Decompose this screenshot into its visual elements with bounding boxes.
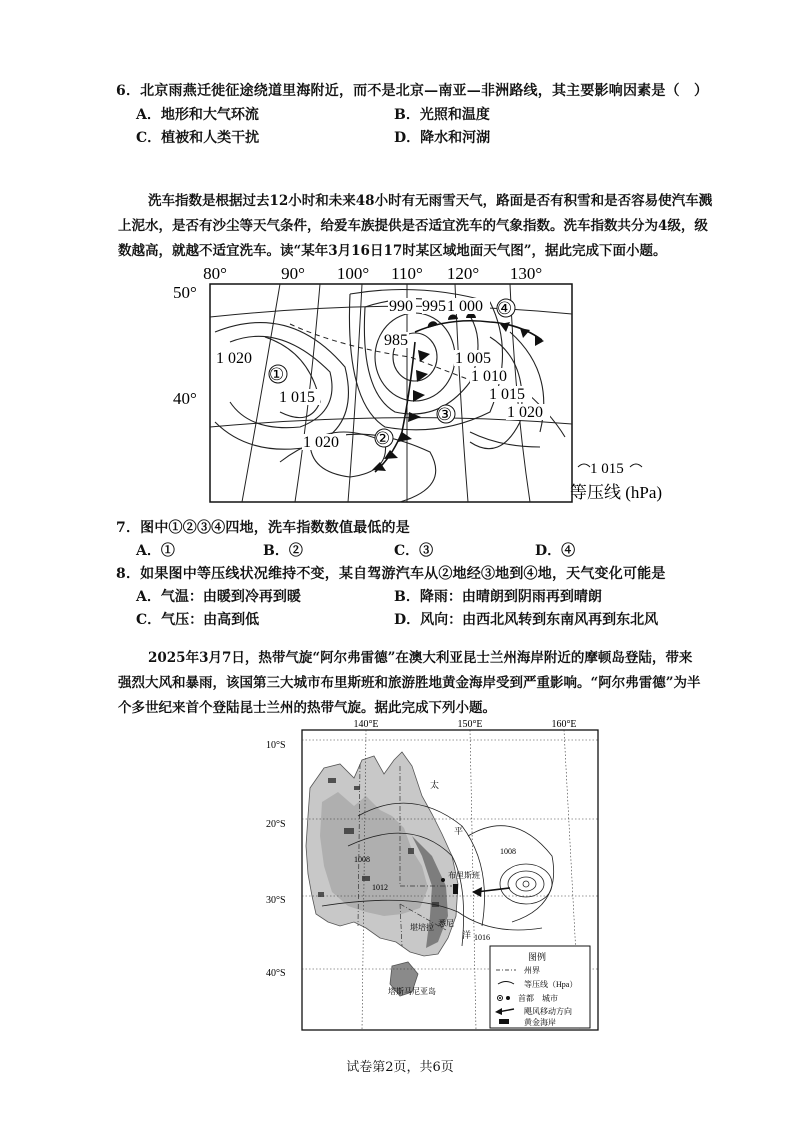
- q8-option-d: D．风向：由西北风转到东南风再到东北风: [394, 612, 659, 628]
- passage1-line-3: 数越高，就越不适宜洗车。读“某年3月16日17时某区域地面天气图”，据此完成下面小题。: [118, 243, 667, 259]
- lon-label: 140°E: [353, 719, 379, 730]
- aus-map-legend: [490, 946, 590, 1028]
- legend-title: 图例: [528, 952, 547, 962]
- place-marker-2: [375, 429, 393, 448]
- legend-item-city: 首都 城市: [518, 994, 558, 1003]
- place-marker-4: [497, 299, 515, 318]
- svg-text:①: ①: [269, 365, 285, 384]
- legend-item-state: 州界: [524, 966, 540, 975]
- isobar-label: 995: [422, 298, 446, 315]
- brisbane-dot: [441, 878, 445, 882]
- q8-option-c: C．气压：由高到低: [136, 612, 260, 628]
- weather-map: [170, 262, 710, 512]
- q7-option-d: D．④: [535, 543, 576, 559]
- isobar-label: 1016: [474, 933, 490, 942]
- legend-label: 等压线 (hPa): [570, 483, 663, 502]
- lat-label: 40°: [173, 389, 197, 408]
- legend-item-isobar: 等压线（Hpa）: [524, 980, 578, 989]
- warm-front-symbols: [428, 313, 544, 346]
- svg-text:④: ④: [497, 299, 513, 318]
- isobar-label: 1012: [372, 883, 388, 892]
- isobar-label: 1 000: [447, 298, 483, 315]
- ocean-label: 太: [430, 780, 440, 790]
- q6-stem: 6．北京雨燕迁徙征途绕道里海附近，而不是北京—南亚—非洲路线，其主要影响因素是（ ）: [116, 83, 709, 99]
- isobar-label: 1 015: [279, 389, 315, 406]
- isobar-label: 1 005: [455, 350, 491, 367]
- q7-option-b: B．②: [263, 543, 303, 559]
- cold-front-triangles: [372, 350, 430, 471]
- q8-option-a: A．气温：由暖到冷再到暖: [136, 589, 301, 605]
- isobar-label: 1 020: [216, 350, 252, 367]
- gold-coast-marker: [453, 884, 458, 894]
- lat-label: 10°S: [266, 740, 286, 751]
- island-label: [388, 986, 436, 996]
- isobar-label: 1008: [354, 855, 370, 864]
- q6-option-c: C．植被和人类干扰: [136, 130, 260, 146]
- city-label: 堪培拉: [410, 923, 434, 932]
- q6-option-b: B．光照和温度: [394, 107, 490, 123]
- lon-label: 120°: [446, 264, 480, 283]
- lat-label: 50°: [173, 283, 197, 302]
- isobar-label: 1 010: [471, 368, 507, 385]
- lon-label: 110°: [391, 264, 423, 283]
- isobar-label: 1 020: [507, 404, 543, 421]
- cold-front: [375, 342, 415, 472]
- lon-label: 150°E: [457, 719, 483, 730]
- passage1-line-1: 洗车指数是根据过去12小时和未来48小时有无雨雪天气，路面是否有积雪和是否容易使汽车溅: [148, 193, 713, 209]
- passage1: [118, 189, 758, 264]
- lon-label: 160°E: [551, 719, 577, 730]
- legend-item-arrow: 飓风移动方向: [524, 1007, 572, 1016]
- ocean-label: 洋: [462, 930, 472, 940]
- legend-item-goldcoast: 黄金海岸: [524, 1018, 556, 1027]
- legend-value: 1 015: [590, 461, 624, 477]
- passage2-line-2: 强烈大风和暴雨，该国第三大城市布里斯班和旅游胜地黄金海岸受到严重影响。“阿尔弗雷德”为半: [118, 675, 701, 691]
- q7-option-c: C．③: [394, 543, 434, 559]
- page-footer: 试卷第2页，共6页: [346, 1060, 454, 1075]
- tasmania-label: 塔斯马尼亚岛: [388, 987, 436, 996]
- svg-text:③: ③: [437, 405, 453, 424]
- q6-option-a: A．地形和大气环流: [136, 107, 259, 123]
- isobar-label: 1 020: [303, 434, 339, 451]
- isobar-label: 985: [384, 332, 408, 349]
- isobar-label: 1 015: [489, 386, 525, 403]
- ocean-label: 平: [454, 826, 464, 836]
- svg-text:②: ②: [375, 429, 391, 448]
- place-marker-3: [437, 405, 455, 424]
- city-label: 布里斯班: [448, 871, 480, 880]
- map-legend: [570, 461, 662, 502]
- lat-label: 40°S: [266, 968, 286, 979]
- passage2-line-3: 个多世纪来首个登陆昆士兰州的热带气旋。据此完成下列小题。: [118, 700, 496, 716]
- q6-option-d: D．降水和河湖: [394, 130, 491, 146]
- isobar-label: 1008: [500, 847, 516, 856]
- lon-label: 90°: [281, 264, 305, 283]
- lon-label: 100°: [336, 264, 370, 283]
- lon-label: 80°: [203, 264, 227, 283]
- city-label: 悉尼: [438, 919, 454, 928]
- q7-option-a: A．①: [136, 543, 175, 559]
- isobar-label: 990: [389, 298, 413, 315]
- passage2-line-1: 2025年3月7日，热带气旋“阿尔弗雷德”在澳大利亚昆士兰州海岸附近的摩顿岛登陆，带来: [148, 650, 693, 666]
- trough-line: [290, 324, 470, 380]
- australia-map: [262, 716, 618, 1040]
- q8-option-b: B．降雨：由晴朗到阴雨再到晴朗: [394, 589, 602, 605]
- q8-stem: 8．如果图中等压线状况维持不变，某自驾游汽车从②地经③地到④地，天气变化可能是: [116, 566, 666, 582]
- passage1-line-2: 上泥水，是否有沙尘等天气条件，给爱车族提供是否适宜洗车的气象指数。洗车指数共分为4级，级: [118, 218, 708, 234]
- lat-label: 20°S: [266, 819, 286, 830]
- lat-label: 30°S: [266, 895, 286, 906]
- passage2: [118, 646, 758, 721]
- lon-label: 130°: [509, 264, 543, 283]
- q7-stem: 7．图中①②③④四地，洗车指数数值最低的是: [116, 520, 410, 536]
- place-marker-1: [269, 365, 287, 384]
